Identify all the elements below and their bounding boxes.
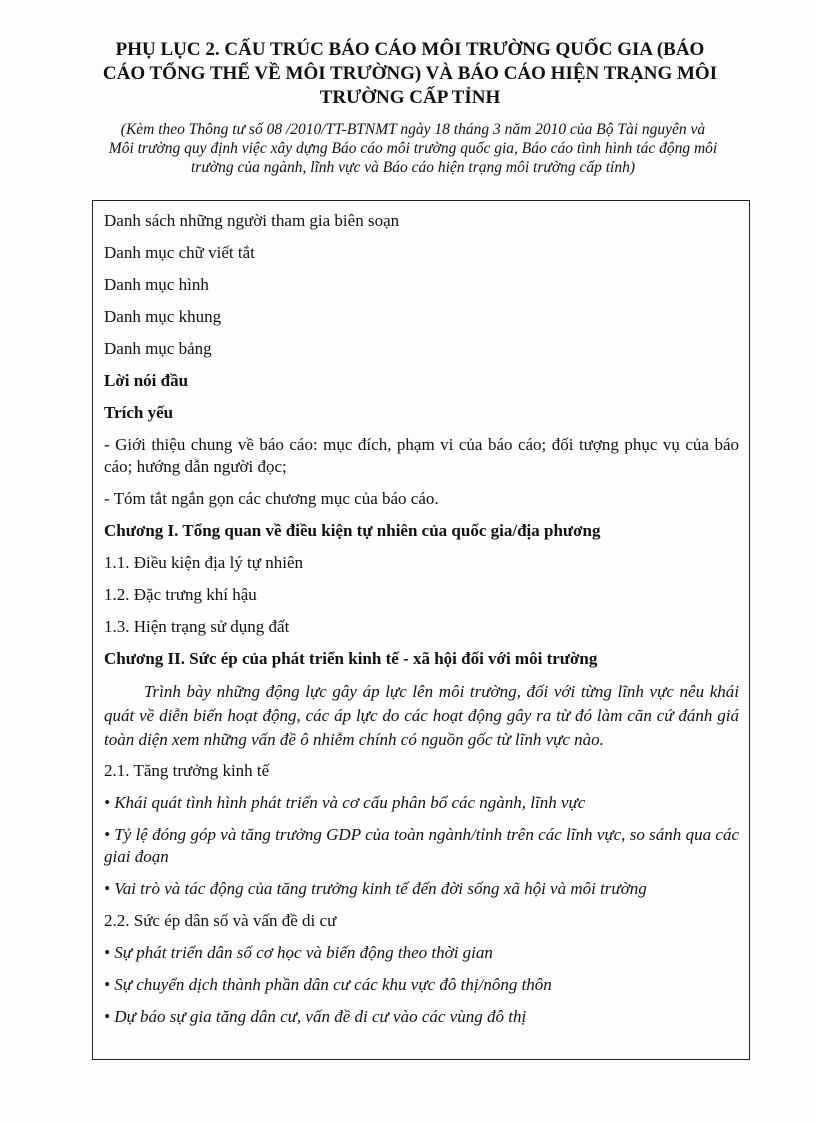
- bullet-item: • Sự phát triển dân số cơ học và biến động theo thời gian: [104, 943, 493, 962]
- bullet-item: • Khái quát tình hình phát triển và cơ cấu phân bổ các ngành, lĩnh vực: [104, 793, 586, 812]
- list-item: - Tóm tắt ngắn gọn các chương mục của báo cáo.: [104, 489, 439, 508]
- list-item: 1.3. Hiện trạng sử dụng đất: [104, 617, 290, 636]
- chapter-heading: Chương I. Tổng quan về điều kiện tự nhiên của quốc gia/địa phương: [104, 521, 601, 540]
- list-item: Danh mục chữ viết tắt: [104, 243, 255, 262]
- list-item: Danh sách những người tham gia biên soạn: [104, 211, 400, 230]
- bullet-item: • Sự chuyển dịch thành phần dân cư các khu vực đô thị/nông thôn: [104, 975, 552, 994]
- list-item: 1.2. Đặc trưng khí hậu: [104, 585, 257, 604]
- list-item: 2.2. Sức ép dân số và vấn đề di cư: [104, 911, 337, 930]
- section-heading: Lời nói đầu: [104, 371, 189, 390]
- list-item: Danh mục bảng: [104, 339, 212, 358]
- page-subtitle: (Kèm theo Thông tư số 08 /2010/TT-BTNMT ngày 18 tháng 3 năm 2010 của Bộ Tài nguyên và Môi trường quy định việc xây dựng Báo cáo môi trường quốc gia, Báo cáo tình hình tác động môi trường của ngành, lĩnh vực và Báo cáo hiện trạng môi trường cấp tỉnh): [108, 121, 718, 176]
- list-item: 1.1. Điều kiện địa lý tự nhiên: [104, 553, 304, 572]
- page-title: PHỤ LỤC 2. CẤU TRÚC BÁO CÁO MÔI TRƯỜNG QUỐC GIA (BÁO CÁO TỔNG THỂ VỀ MÔI TRƯỜNG) VÀ BÁO CÁO HIỆN TRẠNG MÔI TRƯỜNG CẤP TỈNH: [102, 39, 718, 108]
- content-box: [92, 200, 750, 1060]
- section-heading: Trích yếu: [104, 403, 174, 422]
- list-item: Danh mục hình: [104, 275, 209, 294]
- bullet-item: • Tỷ lệ đóng góp và tăng trưởng GDP của toàn ngành/tỉnh trên các lĩnh vực, so sánh qua các giai đoạn: [104, 825, 739, 866]
- list-item: Danh mục khung: [104, 307, 222, 326]
- chapter-heading: Chương II. Sức ép của phát triển kinh tế - xã hội đối với môi trường: [104, 649, 598, 668]
- bullet-item: • Vai trò và tác động của tăng trưởng kinh tế đến đời sống xã hội và môi trường: [104, 879, 647, 898]
- description-paragraph: Trình bày những động lực gây áp lực lên môi trường, đối với từng lĩnh vực nêu khái quát về diễn biến hoạt động, các áp lực do các hoạt động gây ra từ đó làm căn cứ đánh giá toàn diện xem những vấn đề ô nhiễm chính có nguồn gốc từ lĩnh vực nào.: [104, 682, 739, 749]
- list-item: - Giới thiệu chung về báo cáo: mục đích, phạm vi của báo cáo; đối tượng phục vụ của báo cáo; hướng dẫn người đọc;: [104, 435, 739, 476]
- list-item: 2.1. Tăng trưởng kinh tế: [104, 761, 270, 780]
- bullet-item: • Dự báo sự gia tăng dân cư, vấn đề di cư vào các vùng đô thị: [104, 1007, 527, 1026]
